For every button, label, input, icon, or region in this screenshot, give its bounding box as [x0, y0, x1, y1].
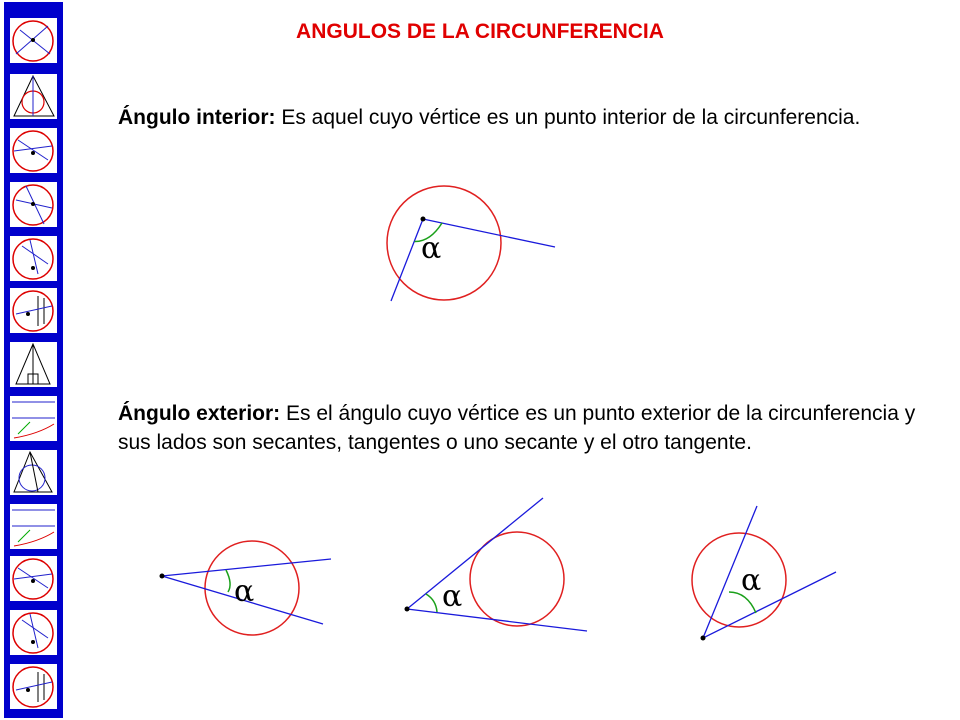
exterior-tangents-figure — [405, 498, 588, 631]
interior-vertex — [421, 217, 426, 222]
tangents-vertex — [405, 607, 410, 612]
tangents-side-2 — [407, 609, 587, 631]
interior-text: Es aquel cuyo vértice es un punto interior de la circunferencia. — [275, 106, 861, 129]
secant-tangent-alpha: α — [741, 563, 762, 598]
tangents-side-1 — [407, 498, 543, 609]
secant-tangent-vertex — [701, 636, 706, 641]
secant-tangent-side-2 — [703, 572, 836, 638]
interior-alpha: α — [421, 231, 442, 266]
secants-alpha: α — [234, 574, 255, 609]
secants-angle-arc — [226, 570, 230, 592]
interior-circle — [387, 186, 501, 300]
interior-angle-figure — [387, 186, 555, 301]
page-title: ANGULOS DE LA CIRCUNFERENCIA — [296, 20, 664, 43]
exterior-text: Es el ángulo cuyo vértice es un punto exterior de la circunferencia y sus lados son secantes, tangentes o uno secante y el otro tangente. — [118, 402, 916, 454]
exterior-term: Ángulo exterior: — [118, 402, 281, 425]
tangents-angle-arc — [426, 594, 437, 612]
exterior-secant-tangent-figure — [692, 506, 836, 641]
interior-side-1 — [423, 219, 555, 247]
tangents-alpha: α — [442, 579, 463, 614]
exterior-secants-figure — [160, 541, 332, 635]
secant-tangent-circle — [692, 533, 786, 627]
secants-vertex — [160, 574, 165, 579]
interior-term: Ángulo interior: — [118, 106, 276, 129]
interior-side-2 — [391, 219, 423, 301]
